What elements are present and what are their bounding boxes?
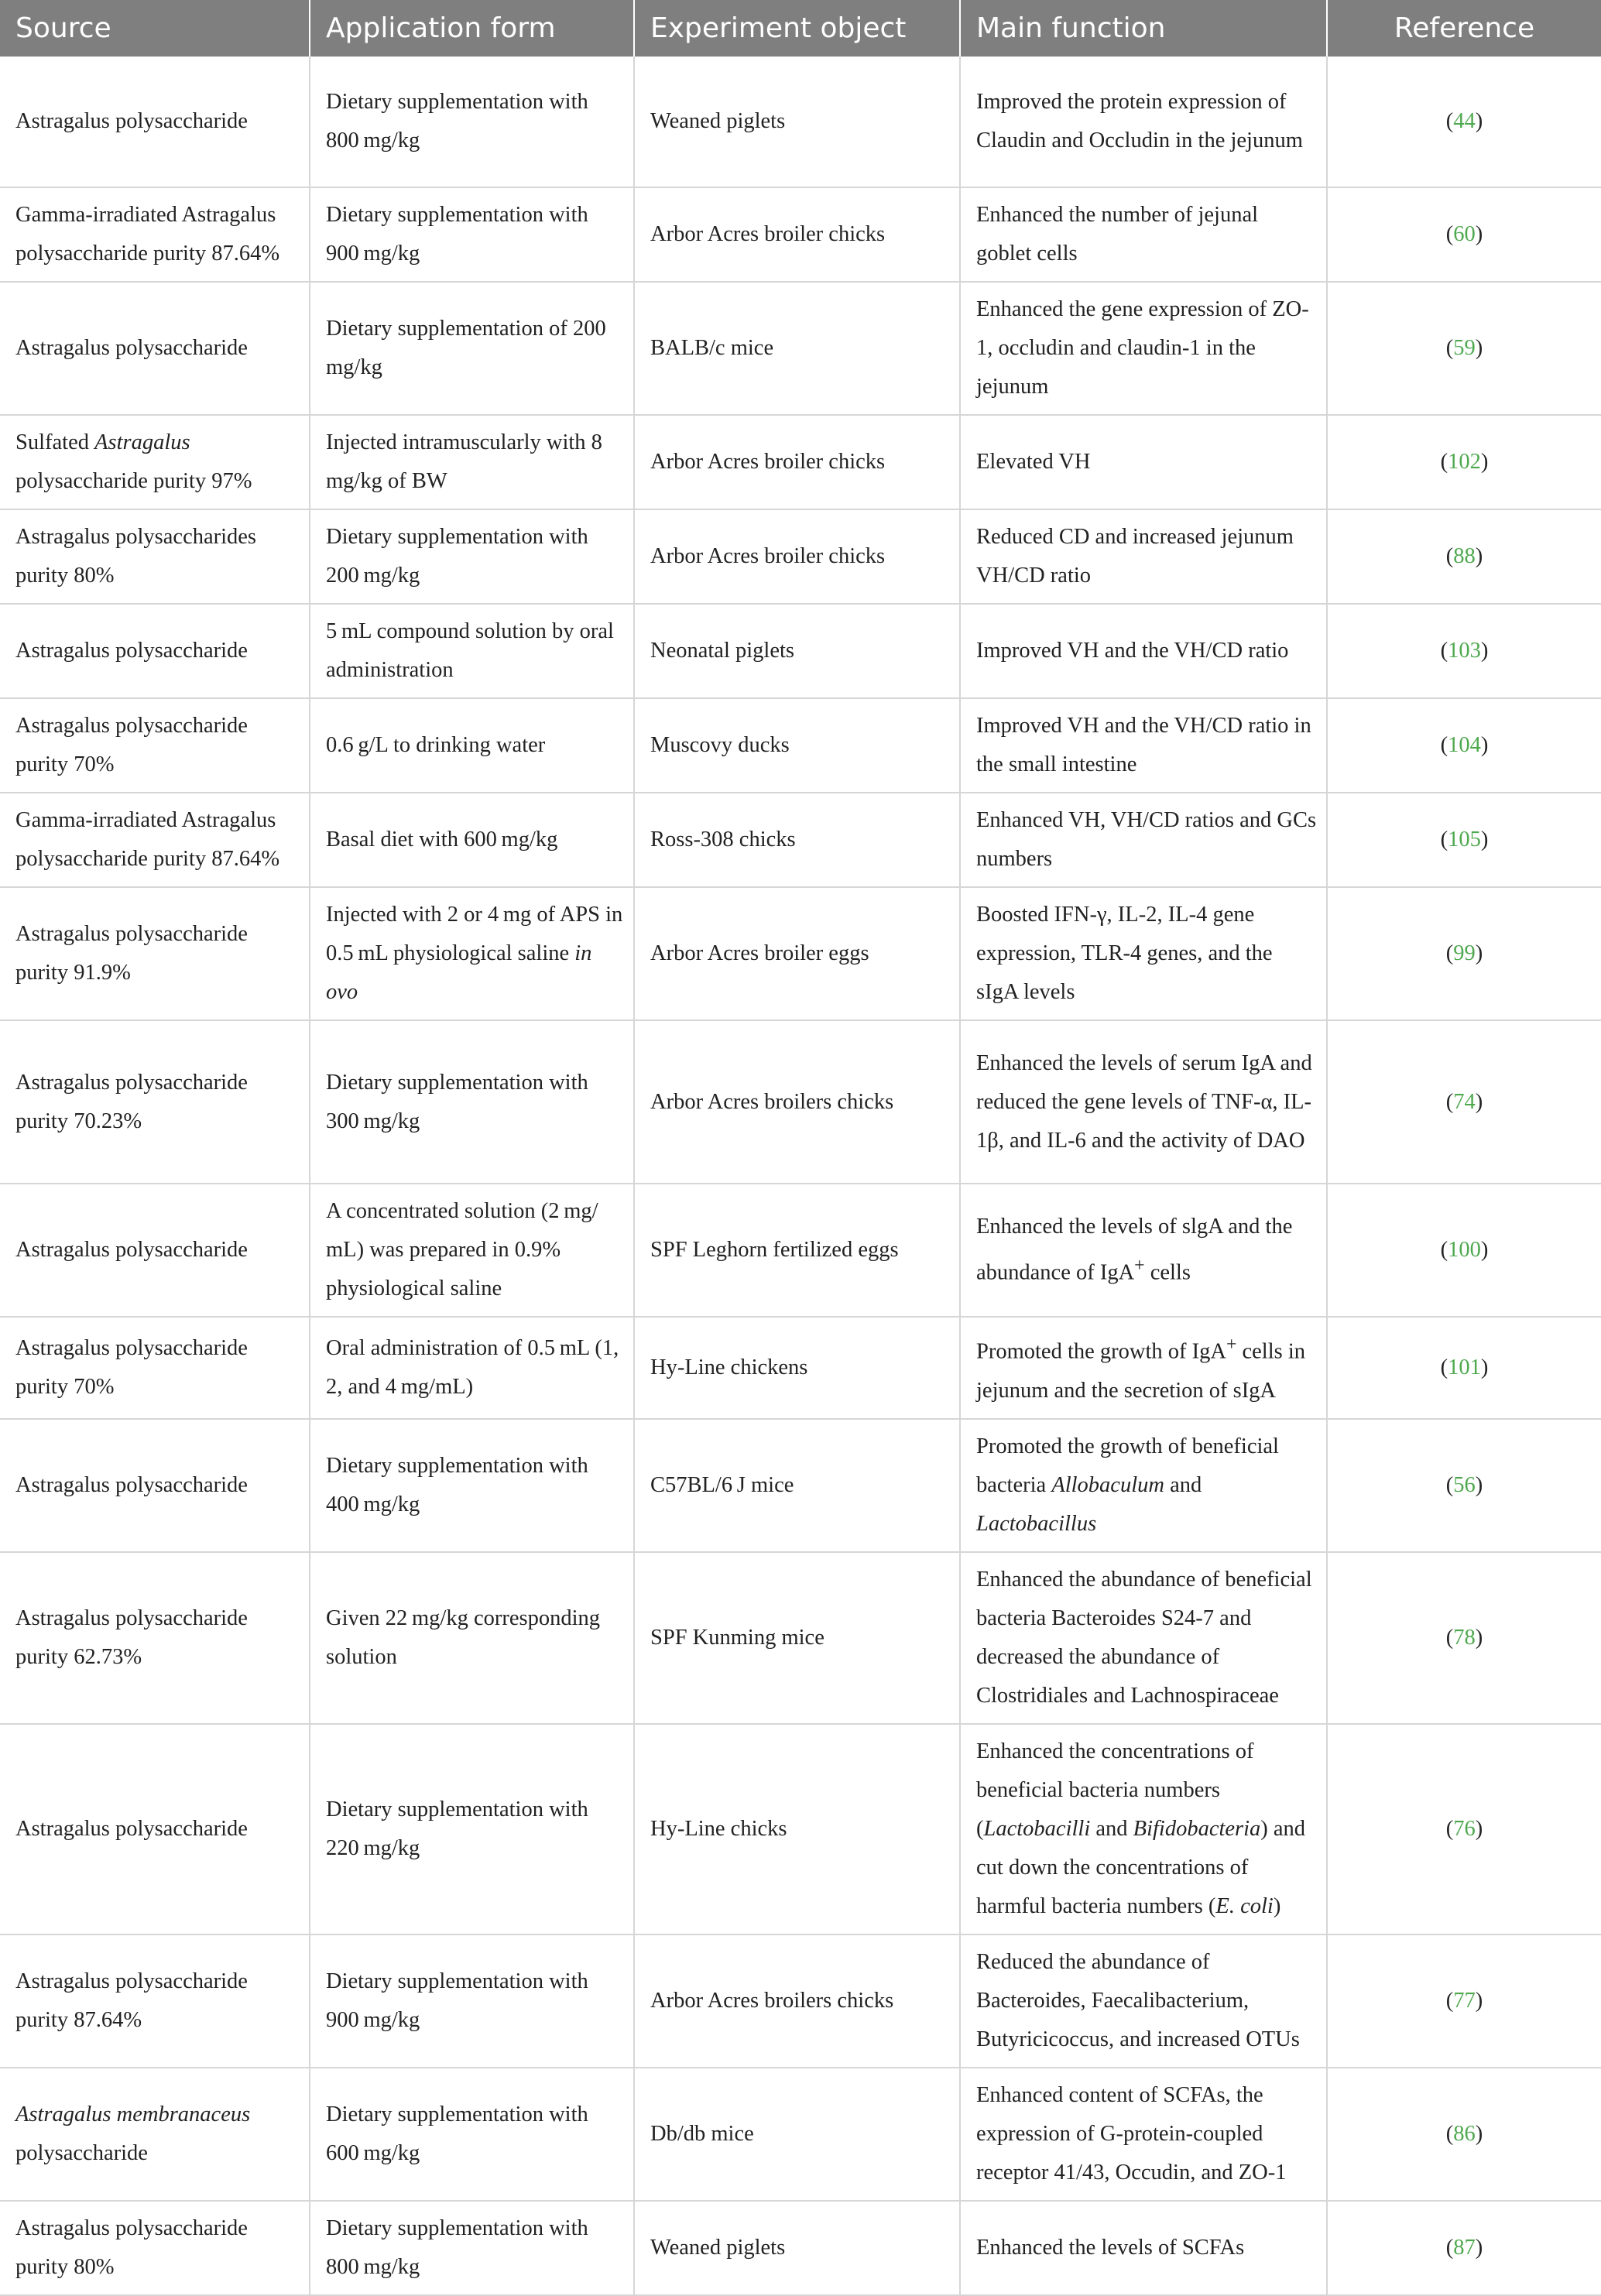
cell-form: Dietary supplementation with 600 mg/kg — [310, 2068, 634, 2201]
cell-reference: (44) — [1327, 57, 1601, 187]
reference-link[interactable]: 56 — [1453, 1472, 1476, 1497]
cell-source: Astragalus polysaccharide — [0, 1419, 310, 1552]
cell-reference: (100) — [1327, 1184, 1601, 1317]
cell-object: BALB/c mice — [634, 282, 960, 415]
superscript-plus: + — [1134, 1256, 1145, 1277]
cell-function: Enhanced the abundance of beneficial bacteria Bacteroides S24-7 and decreased the abundance of Clostridiales and Lachnospiraceae — [960, 1552, 1327, 1724]
cell-reference: (86) — [1327, 2068, 1601, 2201]
cell-source — [0, 415, 310, 509]
cell-reference: (60) — [1327, 187, 1601, 282]
cell-source: Astragalus polysaccharide purity 70% — [0, 1317, 310, 1419]
reference-link[interactable]: 78 — [1453, 1625, 1476, 1650]
table-row — [0, 509, 1601, 604]
function-italic: Allobaculum — [1051, 1472, 1164, 1497]
cell-object: Arbor Acres broilers chicks — [634, 1020, 960, 1184]
table-row — [0, 698, 1601, 793]
reference-link[interactable]: 74 — [1453, 1089, 1476, 1114]
form-text: Injected with 2 or 4 mg of APS in 0.5 mL physiological saline — [326, 903, 623, 965]
cell-source: Astragalus polysaccharide purity 87.64% — [0, 1934, 310, 2068]
table-row — [0, 1724, 1601, 1934]
cell-object: Muscovy ducks — [634, 698, 960, 793]
cell-source: Astragalus polysaccharide purity 70% — [0, 698, 310, 793]
cell-function — [960, 1419, 1327, 1552]
table-row — [0, 2068, 1601, 2201]
cell-function: Enhanced the levels of serum IgA and reduced the gene levels of TNF-α, IL-1β, and IL-6 and the activity of DAO — [960, 1020, 1327, 1184]
cell-function: Enhanced content of SCFAs, the expression of G-protein-coupled receptor 41/43, Occudin, and ZO-1 — [960, 2068, 1327, 2201]
reference-link[interactable]: 87 — [1453, 2235, 1476, 2260]
cell-form: Dietary supplementation with 300 mg/kg — [310, 1020, 634, 1184]
cell-function: Elevated VH — [960, 415, 1327, 509]
table-body — [0, 57, 1601, 2295]
function-italic: Lactobacillus — [976, 1511, 1097, 1536]
reference-link[interactable]: 59 — [1453, 336, 1476, 360]
table-row — [0, 2201, 1601, 2295]
reference-link[interactable]: 76 — [1453, 1816, 1476, 1841]
cell-object: Hy-Line chicks — [634, 1724, 960, 1934]
source-italic: Astragalus — [94, 430, 190, 454]
reference-link[interactable]: 88 — [1453, 544, 1476, 568]
reference-link[interactable]: 105 — [1448, 828, 1481, 852]
source-text: polysaccharide — [15, 2140, 148, 2165]
cell-reference: (74) — [1327, 1020, 1601, 1184]
table-row — [0, 415, 1601, 509]
cell-source: Gamma-irradiated Astragalus polysaccharide purity 87.64% — [0, 187, 310, 282]
cell-source: Astragalus polysaccharide purity 70.23% — [0, 1020, 310, 1184]
cell-object: Arbor Acres broiler chicks — [634, 187, 960, 282]
function-text: ) — [1273, 1893, 1281, 1918]
cell-reference: (104) — [1327, 698, 1601, 793]
source-text: Sulfated — [15, 430, 89, 454]
cell-function — [960, 1184, 1327, 1317]
table-row — [0, 1184, 1601, 1317]
function-italic: E. coli — [1215, 1893, 1274, 1918]
form-italic: in ovo — [326, 941, 592, 1004]
cell-form — [310, 887, 634, 1020]
reference-link[interactable]: 77 — [1453, 1988, 1476, 2013]
cell-source — [0, 2068, 310, 2201]
cell-source: Astragalus polysaccharides purity 80% — [0, 509, 310, 604]
reference-link[interactable]: 103 — [1448, 639, 1481, 663]
reference-link[interactable]: 101 — [1448, 1355, 1481, 1379]
cell-reference: (101) — [1327, 1317, 1601, 1419]
cell-source: Astragalus polysaccharide — [0, 604, 310, 698]
function-text: Promoted the growth of beneficial bacteria — [976, 1434, 1279, 1497]
cell-object: Weaned piglets — [634, 2201, 960, 2295]
cell-function: Boosted IFN-γ, IL-2, IL-4 gene expression, TLR-4 genes, and the sIgA levels — [960, 887, 1327, 1020]
cell-reference: (77) — [1327, 1934, 1601, 2068]
cell-reference: (99) — [1327, 887, 1601, 1020]
reference-link[interactable]: 102 — [1448, 450, 1481, 474]
cell-form: Dietary supplementation with 800 mg/kg — [310, 57, 634, 187]
cell-form: Dietary supplementation of 200 mg/kg — [310, 282, 634, 415]
cell-source: Astragalus polysaccharide — [0, 57, 310, 187]
function-text: Promoted the growth of IgA — [976, 1339, 1226, 1364]
cell-function: Enhanced the levels of SCFAs — [960, 2201, 1327, 2295]
table-row — [0, 282, 1601, 415]
cell-form: Dietary supplementation with 900 mg/kg — [310, 1934, 634, 2068]
table-row — [0, 793, 1601, 887]
cell-object: Db/db mice — [634, 2068, 960, 2201]
header-reference: Reference — [1394, 12, 1535, 44]
function-text: ) and cut down the concentrations of harmful bacteria numbers ( — [976, 1816, 1306, 1918]
cell-function — [960, 1724, 1327, 1934]
table-row — [0, 57, 1601, 187]
cell-function: Improved VH and the VH/CD ratio in the small intestine — [960, 698, 1327, 793]
cell-function: Improved VH and the VH/CD ratio — [960, 604, 1327, 698]
header-experiment-object: Experiment object — [634, 0, 960, 57]
cell-form: Basal diet with 600 mg/kg — [310, 793, 634, 887]
cell-form: Oral administration of 0.5 mL (1, 2, and 4 mg/mL) — [310, 1317, 634, 1419]
table-row — [0, 187, 1601, 282]
cell-function — [960, 1317, 1327, 1419]
cell-reference: (78) — [1327, 1552, 1601, 1724]
cell-object: Hy-Line chickens — [634, 1317, 960, 1419]
table-header — [0, 0, 1601, 57]
table-row — [0, 1419, 1601, 1552]
cell-form: 0.6 g/L to drinking water — [310, 698, 634, 793]
cell-source: Astragalus polysaccharide purity 91.9% — [0, 887, 310, 1020]
cell-form: Dietary supplementation with 200 mg/kg — [310, 509, 634, 604]
superscript-plus: + — [1226, 1335, 1237, 1355]
cell-form: Injected intramuscularly with 8 mg/kg of BW — [310, 415, 634, 509]
cell-object: SPF Kunming mice — [634, 1552, 960, 1724]
cell-object: Arbor Acres broiler chicks — [634, 415, 960, 509]
cell-reference: (76) — [1327, 1724, 1601, 1934]
cell-form: Given 22 mg/kg corresponding solution — [310, 1552, 634, 1724]
cell-source: Astragalus polysaccharide — [0, 282, 310, 415]
cell-form: A concentrated solution (2 mg/ mL) was prepared in 0.9% physiological saline — [310, 1184, 634, 1317]
function-text: Enhanced the levels of slgA and the abundance of IgA — [976, 1215, 1293, 1285]
cell-reference: (56) — [1327, 1419, 1601, 1552]
cell-source: Astragalus polysaccharide purity 80% — [0, 2201, 310, 2295]
table-row — [0, 1552, 1601, 1724]
cell-function: Improved the protein expression of Claudin and Occludin in the jejunum — [960, 57, 1327, 187]
cell-reference: (102) — [1327, 415, 1601, 509]
cell-source: Astragalus polysaccharide — [0, 1184, 310, 1317]
header-row — [0, 0, 1601, 57]
cell-object: Arbor Acres broiler chicks — [634, 509, 960, 604]
reference-link[interactable]: 44 — [1453, 109, 1476, 133]
reference-link[interactable]: 86 — [1453, 2121, 1476, 2146]
cell-reference: (87) — [1327, 2201, 1601, 2295]
cell-object: C57BL/6 J mice — [634, 1419, 960, 1552]
cell-form: 5 mL compound solution by oral administration — [310, 604, 634, 698]
cell-object: Weaned piglets — [634, 57, 960, 187]
cell-reference: (88) — [1327, 509, 1601, 604]
cell-reference: (103) — [1327, 604, 1601, 698]
cell-object: Arbor Acres broiler eggs — [634, 887, 960, 1020]
cell-form: Dietary supplementation with 800 mg/kg — [310, 2201, 634, 2295]
cell-function: Enhanced the gene expression of ZO-1, occludin and claudin-1 in the jejunum — [960, 282, 1327, 415]
source-text: polysaccharide purity 97% — [15, 469, 252, 493]
cell-source: Astragalus polysaccharide — [0, 1724, 310, 1934]
table-row — [0, 1317, 1601, 1419]
function-text: Enhanced the concentrations of beneficial bacteria numbers ( — [976, 1739, 1254, 1841]
cell-object: Neonatal piglets — [634, 604, 960, 698]
header-main-function: Main function — [960, 0, 1327, 57]
cell-source: Gamma-irradiated Astragalus polysaccharide purity 87.64% — [0, 793, 310, 887]
cell-function: Enhanced the number of jejunal goblet cells — [960, 187, 1327, 282]
cell-form: Dietary supplementation with 220 mg/kg — [310, 1724, 634, 1934]
cell-object: Ross-308 chicks — [634, 793, 960, 887]
function-italic: Lactobacilli — [983, 1816, 1091, 1841]
cell-source: Astragalus polysaccharide purity 62.73% — [0, 1552, 310, 1724]
table-row — [0, 1934, 1601, 2068]
cell-object: SPF Leghorn fertilized eggs — [634, 1184, 960, 1317]
cell-function: Reduced the abundance of Bacteroides, Faecalibacterium, Butyricicoccus, and increased OTUs — [960, 1934, 1327, 2068]
cell-form: Dietary supplementation with 900 mg/kg — [310, 187, 634, 282]
reference-link[interactable]: 104 — [1448, 733, 1481, 757]
source-italic: Astragalus membranaceus — [15, 2102, 251, 2126]
table-row — [0, 604, 1601, 698]
cell-object: Arbor Acres broilers chicks — [634, 1934, 960, 2068]
table-row — [0, 887, 1601, 1020]
function-text: and — [1095, 1816, 1128, 1841]
table-row — [0, 1020, 1601, 1184]
function-text: and — [1170, 1472, 1202, 1497]
reference-link[interactable]: 60 — [1453, 222, 1476, 246]
header-source: Source — [0, 0, 310, 57]
function-text: cells in jejunum and the secretion of sIgA — [976, 1339, 1306, 1403]
function-text: cells — [1150, 1260, 1191, 1285]
reference-link[interactable]: 99 — [1453, 941, 1476, 965]
cell-form: Dietary supplementation with 400 mg/kg — [310, 1419, 634, 1552]
cell-function: Reduced CD and increased jejunum VH/CD ratio — [960, 509, 1327, 604]
header-application-form: Application form — [310, 0, 634, 57]
reference-link[interactable]: 100 — [1448, 1238, 1481, 1262]
cell-reference: (59) — [1327, 282, 1601, 415]
function-italic: Bifidobacteria — [1133, 1816, 1261, 1841]
cell-function: Enhanced VH, VH/CD ratios and GCs numbers — [960, 793, 1327, 887]
cell-reference: (105) — [1327, 793, 1601, 887]
